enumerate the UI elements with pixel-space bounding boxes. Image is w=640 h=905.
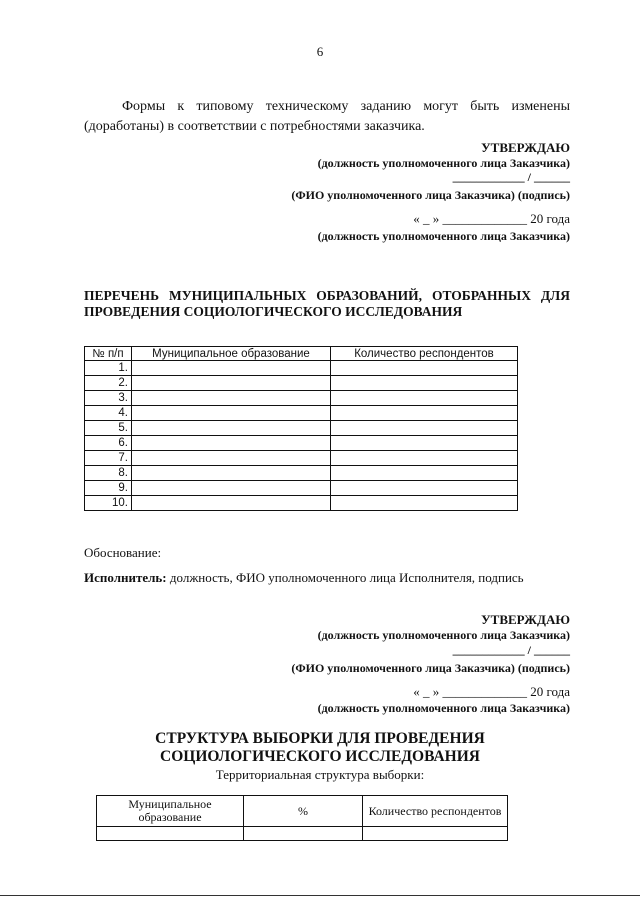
respondents-cell — [331, 466, 518, 481]
col-municipality-header: Муниципальное образование — [97, 796, 244, 827]
page-number: 6 — [316, 44, 324, 59]
table-header-row — [97, 796, 508, 827]
col-respondents-header: Количество респондентов — [331, 347, 518, 361]
municipality-cell — [132, 436, 331, 451]
signature-line: ____________ / ______ — [452, 643, 570, 657]
table-row — [85, 451, 518, 466]
col-municipality-header: Муниципальное образование — [132, 347, 331, 361]
row-number-cell: 3. — [85, 391, 132, 406]
structure-heading — [0, 730, 640, 766]
structure-heading-line1: СТРУКТУРА ВЫБОРКИ ДЛЯ ПРОВЕДЕНИЯ — [155, 730, 485, 747]
municipality-cell — [132, 481, 331, 496]
table-row — [85, 481, 518, 496]
date-line: « _ » _____________ 20 года — [413, 211, 570, 226]
name-caption: (ФИО уполномоченного лица Заказчика) (подпись) — [291, 188, 570, 202]
respondents-cell — [331, 391, 518, 406]
table-header-row — [85, 347, 518, 361]
table-row — [85, 436, 518, 451]
table-cell — [244, 827, 363, 841]
table-row — [85, 376, 518, 391]
col-respondents-header: Количество респондентов — [363, 796, 508, 827]
respondents-cell — [331, 496, 518, 511]
row-number-cell: 8. — [85, 466, 132, 481]
date-line: « _ » _____________ 20 года — [413, 684, 570, 699]
signature-line: ____________ / ______ — [452, 170, 570, 184]
municipalities-table — [84, 346, 518, 511]
executor-line — [84, 570, 524, 586]
respondents-cell — [331, 361, 518, 376]
row-number-cell: 4. — [85, 406, 132, 421]
structure-subheading: Территориальная структура выборки: — [215, 767, 425, 782]
sample-structure-table — [96, 795, 508, 841]
position-caption: (должность уполномоченного лица Заказчика) — [317, 628, 570, 642]
intro-paragraph: Формы к типовому техническому заданию могут быть изменены (доработаны) в соответствии с потребностями заказчика. — [84, 99, 570, 134]
row-number-cell: 10. — [85, 496, 132, 511]
respondents-cell — [331, 436, 518, 451]
col-number-header: № п/п — [85, 347, 132, 361]
row-number-cell: 1. — [85, 361, 132, 376]
table-row — [85, 406, 518, 421]
table-row — [85, 421, 518, 436]
table-row — [85, 466, 518, 481]
respondents-cell — [331, 376, 518, 391]
table-cell — [97, 827, 244, 841]
row-number-cell: 9. — [85, 481, 132, 496]
table-cell — [363, 827, 508, 841]
respondents-cell — [331, 481, 518, 496]
date-caption: (должность уполномоченного лица Заказчика) — [317, 229, 570, 243]
row-number-cell: 6. — [85, 436, 132, 451]
col-percent-header: % — [244, 796, 363, 827]
basis-label: Обоснование: — [84, 545, 162, 560]
page-bottom-rule — [0, 895, 640, 896]
name-caption: (ФИО уполномоченного лица Заказчика) (подпись) — [291, 661, 570, 675]
date-caption: (должность уполномоченного лица Заказчика) — [317, 701, 570, 715]
municipality-cell — [132, 361, 331, 376]
municipality-cell — [132, 376, 331, 391]
executor-label: Исполнитель: — [84, 570, 167, 585]
approve-label: УТВЕРЖДАЮ — [481, 140, 570, 155]
approve-label: УТВЕРЖДАЮ — [481, 612, 570, 627]
structure-heading-line2: СОЦИОЛОГИЧЕСКОГО ИССЛЕДОВАНИЯ — [160, 748, 480, 765]
table-row — [85, 496, 518, 511]
municipality-cell — [132, 451, 331, 466]
municipality-cell — [132, 421, 331, 436]
row-number-cell: 5. — [85, 421, 132, 436]
municipality-cell — [132, 466, 331, 481]
row-number-cell: 2. — [85, 376, 132, 391]
table-row — [85, 391, 518, 406]
executor-text: должность, ФИО уполномоченного лица Исполнителя, подпись — [166, 570, 524, 585]
table-row — [85, 361, 518, 376]
municipality-cell — [132, 496, 331, 511]
respondents-cell — [331, 406, 518, 421]
list-heading: ПЕРЕЧЕНЬ МУНИЦИПАЛЬНЫХ ОБРАЗОВАНИЙ, ОТОБРАННЫХ ДЛЯ ПРОВЕДЕНИЯ СОЦИОЛОГИЧЕСКОГО ИССЛЕДОВАНИЯ — [84, 288, 570, 319]
municipality-cell — [132, 391, 331, 406]
municipality-cell — [132, 406, 331, 421]
respondents-cell — [331, 421, 518, 436]
position-caption: (должность уполномоченного лица Заказчика) — [317, 156, 570, 170]
respondents-cell — [331, 451, 518, 466]
row-number-cell: 7. — [85, 451, 132, 466]
table-row — [97, 827, 508, 841]
